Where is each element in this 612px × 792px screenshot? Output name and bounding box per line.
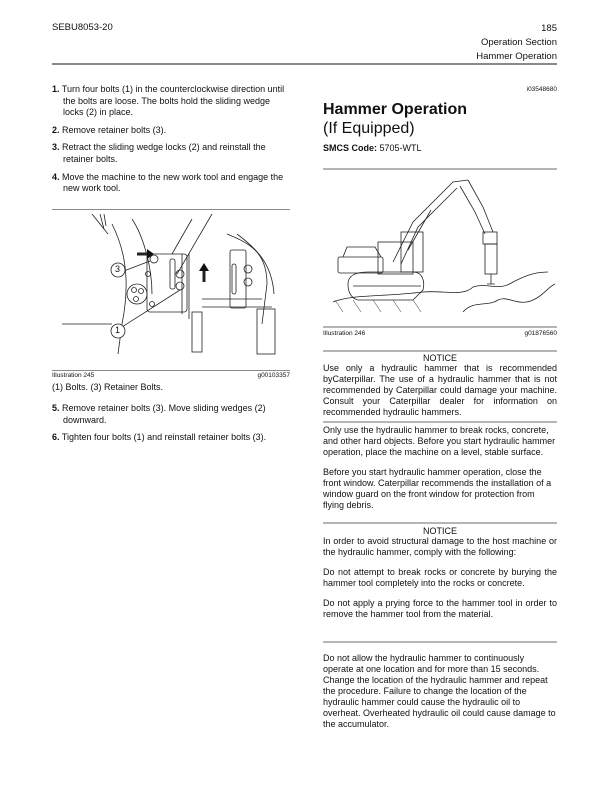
notice-1-text: Use only a hydraulic hammer that is recommended byCaterpillar. The use of a hydraulic hammer that is not recommended by Caterpillar could damage your machine. Consult your Caterpillar dealer for information on recommended hydraulic hammers. [323,363,557,417]
illustration-code: g00103357 [257,372,290,379]
page-subtitle: (If Equipped) [323,120,415,137]
section-name: Operation Section [480,37,557,48]
notice-2-item-1: Do not attempt to break rocks or concrete by burying the hammer tool completely into the rocks or concrete. [323,567,557,588]
step-4: 4. Move the machine to the new work tool and engage the new work tool. [52,171,284,194]
callout-3: 3 [115,264,121,274]
notice-2-item-2: Do not apply a prying force to the hammer tool in order to remove the hammer tool from the material. [323,598,557,619]
illustration-label: Illustration 245 [52,372,95,379]
illustration-label: Illustration 246 [323,330,366,337]
illustration-245-legend: (1) Bolts. (3) Retainer Bolts. [52,382,164,392]
illustration-246 [323,172,557,322]
notice-2-top-rule [323,522,557,524]
step-2: 2. Remove retainer bolts (3). [52,124,167,135]
illustration-245 [52,214,290,364]
illustration-245-caption [52,372,290,379]
notice-2-intro: In order to avoid structural damage to the host machine or the hydraulic hammer, comply with the following: [323,536,557,557]
notice-1-heading: NOTICE [422,353,457,363]
illustration-246-top-rule [323,168,557,170]
subsection-name: Hammer Operation [476,51,557,62]
page-number: 185 [541,23,557,34]
callout-1: 1 [115,325,121,335]
notice-2 [323,526,557,620]
notice-2-heading: NOTICE [422,526,457,536]
illustration-246-bottom-rule [323,326,557,328]
left-column-lower [52,403,290,450]
paragraph-hammer-use: Only use the hydraulic hammer to break rocks, concrete, and other hard objects. Before you start hydraulic hammer operation, place the machine on a level, stable surface. [323,425,556,457]
left-column [52,84,290,201]
header-rule [52,63,557,65]
illustration-245-top-rule [52,209,290,210]
step-1: 1. Turn four bolts (1) in the counterclockwise direction until the bolts are loose. The bolts hold the sliding wedge locks (2) in place. [52,84,285,118]
step-5: 5. Remove retainer bolts (3). Move sliding wedges (2) downward. [52,403,266,425]
notice-1 [323,353,557,418]
smcs-code: SMCS Code: 5705-WTL [323,143,422,153]
paragraph-continuous-operation: Do not allow the hydraulic hammer to continuously operate at one location and for more than 15 seconds. Change the location of the hydraulic hammer and repeat the procedure. Failure to change the location of the hydraulic hammer could cause the hydraulic oil to overheat. Overheated hydraulic oil could cause damage to the accumulator. [323,653,556,729]
illustration-245-bottom-rule [52,370,290,371]
page-title: Hammer Operation [323,101,468,118]
document-id: SEBU8053-20 [52,22,113,33]
body-text-1 [323,425,557,511]
notice-1-top-rule [323,350,557,352]
paragraph-front-window: Before you start hydraulic hammer operation, close the front window. Caterpillar recommends the installation of a window guard on the front window for protection from flying debris. [323,467,552,510]
page-header-right [476,22,557,64]
body-text-2 [323,653,557,730]
notice-2-bottom-rule [323,641,557,643]
section-heading [323,100,557,154]
reference-id: i03548680 [526,86,557,93]
step-6: 6. Tighten four bolts (1) and reinstall retainer bolts (3). [52,432,267,443]
notice-1-bottom-rule [323,421,557,423]
step-3: 3. Retract the sliding wedge locks (2) and reinstall the retainer bolts. [52,142,266,164]
illustration-246-caption [323,330,557,337]
illustration-code: g01876560 [524,330,557,337]
